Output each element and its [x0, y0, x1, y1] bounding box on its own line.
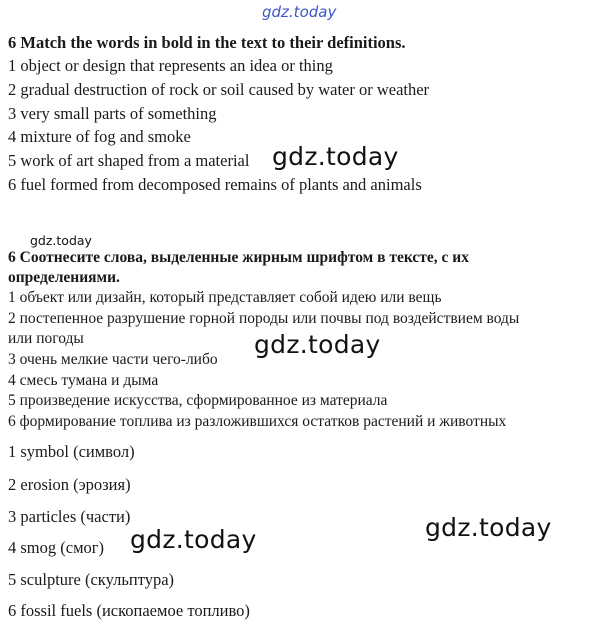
answer-1: 1 symbol (символ)	[8, 442, 135, 461]
watermark-small: gdz.today	[30, 233, 92, 248]
answer-6: 6 fossil fuels (ископаемое топливо)	[8, 601, 250, 620]
english-definition-4: 4 mixture of fog and smoke	[8, 127, 191, 146]
russian-definition-2: 2 постепенное разрушение горной породы или почвы под воздействием воды	[8, 310, 520, 327]
watermark-4: gdz.today	[425, 513, 552, 542]
russian-definition-5: 5 произведение искусства, сформированное из материала	[8, 392, 388, 409]
english-definition-6: 6 fuel formed from decomposed remains of plants and animals	[8, 175, 422, 194]
russian-definition-6: 6 формирование топлива из разложившихся остатков растений и животных	[8, 413, 507, 430]
answer-5: 5 sculpture (скульптура)	[8, 570, 175, 589]
russian-heading-line1: 6 Соотнесите слова, выделенные жирным шрифтом в тексте, с их	[8, 249, 469, 266]
english-definition-1: 1 object or design that represents an idea or thing	[8, 56, 333, 75]
watermark-top: gdz.today	[262, 3, 337, 21]
russian-definition-4: 4 смесь тумана и дыма	[8, 372, 159, 389]
answer-2: 2 erosion (эрозия)	[8, 475, 131, 494]
russian-definition-2-cont: или погоды	[8, 330, 84, 347]
watermark-1: gdz.today	[272, 142, 399, 171]
english-definition-3: 3 very small parts of something	[8, 104, 217, 123]
watermark-3: gdz.today	[130, 525, 257, 554]
russian-definition-3: 3 очень мелкие части чего-либо	[8, 351, 218, 368]
english-definition-5: 5 work of art shaped from a material	[8, 151, 250, 170]
answer-4: 4 smog (смог)	[8, 538, 105, 557]
russian-heading-line2: определениями.	[8, 269, 120, 286]
watermark-2: gdz.today	[254, 330, 381, 359]
english-definition-2: 2 gradual destruction of rock or soil caused by water or weather	[8, 80, 430, 99]
russian-definition-1: 1 объект или дизайн, который представляет собой идею или вещь	[8, 289, 442, 306]
english-heading: 6 Match the words in bold in the text to their definitions.	[8, 33, 406, 52]
answer-3: 3 particles (части)	[8, 507, 131, 526]
